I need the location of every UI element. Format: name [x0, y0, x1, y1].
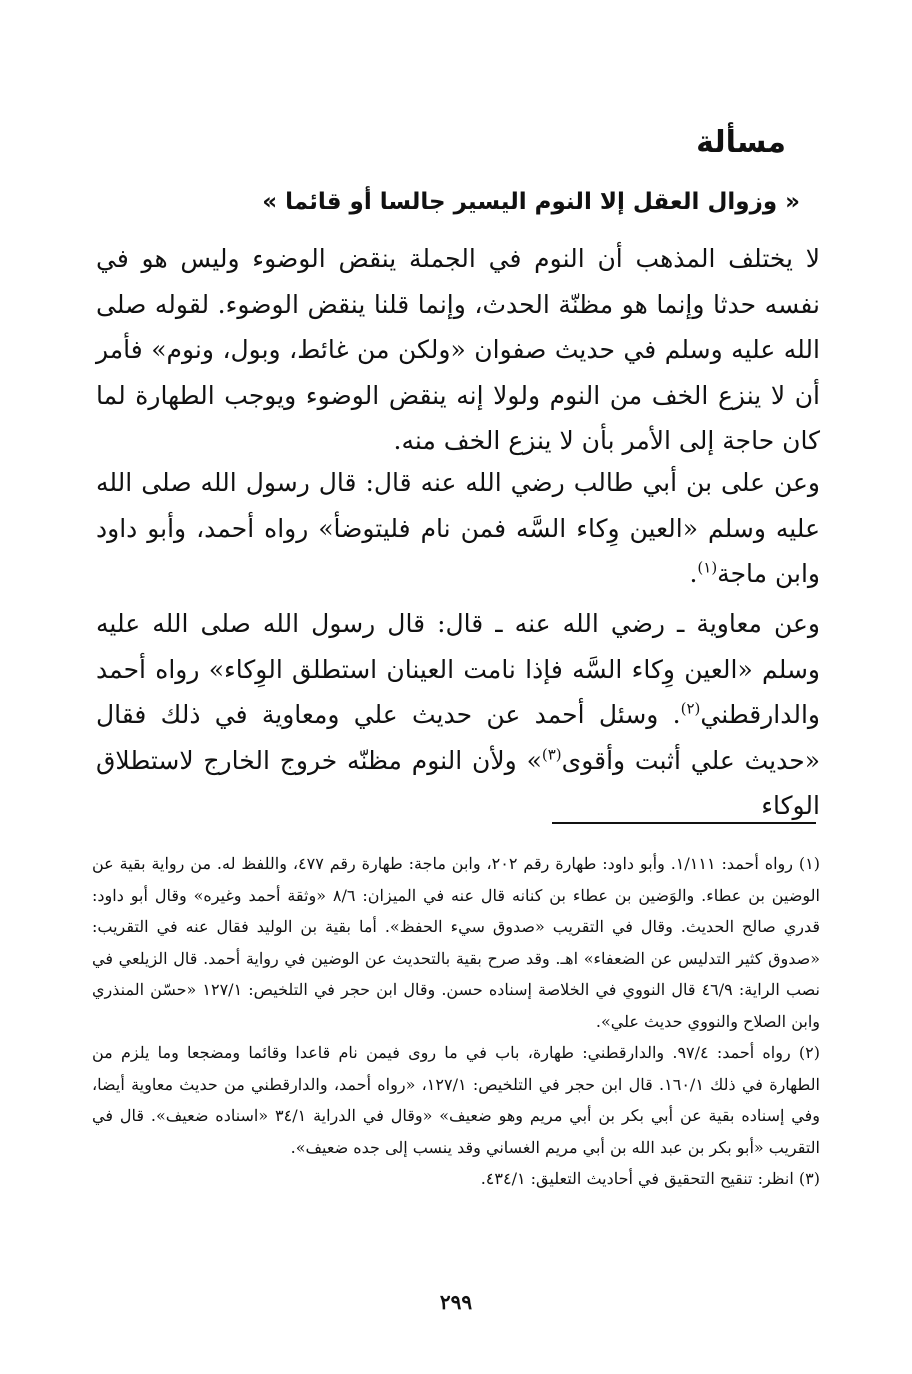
page-number: ٢٩٩ [439, 1290, 473, 1314]
paragraph-2-end: . [689, 559, 698, 588]
paragraph-3-text-a: وعن معاوية ـ رضي الله عنه ـ قال: قال رسول الله صلى الله عليه وسلم «العين وِكاء السَّه فإذا نامت العينان استطلق الوِكاء» رواه أحمد والدارقطني [96, 609, 820, 729]
footnote-3-text: انظر: تنقيح التحقيق في أحاديث التعليق: ٤٣٤/١. [480, 1169, 794, 1188]
footnote-ref-3: (٣) [541, 745, 562, 764]
paragraph-2-text: وعن على بن أبي طالب رضي الله عنه قال: قال رسول الله صلى الله عليه وسلم «العين وِكاء السَّه فمن نام فليتوضأ» رواه أحمد، وأبو داود وابن ماجة [96, 468, 820, 588]
footnotes [92, 848, 820, 1195]
footnote-1-text: رواه أحمد: ١/١١١. وأبو داود: طهارة رقم ٢٠٢، وابن ماجة: طهارة رقم ٤٧٧، واللفظ له. من رواية بقية عن الوضين بن عطاء. والوَضين بن عطاء بن كنانه قال عنه في الميزان: ٨/٦ «وثقة أحمد وغيره» وقال أبو داود: قدري صالح الحديث. وقال في التقريب «صدوق سيء الحفظ». أما بقية بن الوليد فقال عنه في التقريب: «صدوق كثير التدليس عن الضعفاء» اهـ. وقد صرح بقية بالتحديث عن الوضين في رواية أحمد. قال الزيلعي في نصب الراية: ٤٦/٩ قال النووي في الخلاصة إسناده حسن. وقال ابن حجر في التلخيص: ١٢٧/١ «حسّن المنذري وابن الصلاح والنووي حديث علي». [92, 854, 821, 1031]
paragraph-2 [96, 460, 820, 597]
footnote-2-number: (٢) [798, 1043, 821, 1062]
paragraph-3 [96, 601, 820, 829]
footnote-1 [92, 848, 820, 1037]
section-heading: مسألة [696, 125, 786, 160]
footnote-1-number: (١) [798, 854, 820, 873]
section-subtitle: « وزوال العقل إلا النوم اليسير جالسا أو قائما » [262, 189, 800, 215]
footnote-3-number: (٣) [798, 1169, 820, 1188]
footnote-3 [92, 1163, 820, 1195]
paragraph-3-text-b: . وسئل أحمد عن حديث علي ومعاوية في ذلك فقال «حديث علي أثبت وأقوى [96, 700, 820, 775]
footnote-2 [92, 1037, 820, 1163]
footnote-2-text: رواه أحمد: ٩٧/٤. والدارقطني: طهارة، باب في ما روى فيمن نام قاعدا وقائما ومضجعا وما يلزم من الطهارة في ذلك ١٦٠/١. قال ابن حجر في التلخيص: ١٢٧/١، «رواه أحمد، والدارقطني من حديث معاوية أيضا، وفي إسناده بقية عن أبي بكر بن أبي مريم وهو ضعيف» «وقال في الدراية ٣٤/١ «اسناده ضعيف». قال في التقريب «أبو بكر بن عبد الله بن أبي مريم الغساني وقد ينسب إلى جده ضعيف». [92, 1043, 820, 1157]
footnote-ref-1: (١) [697, 558, 718, 577]
paragraph-1: لا يختلف المذهب أن النوم في الجملة ينقض الوضوء وليس هو في نفسه حدثا وإنما هو مظنّة الحدث، وإنما قلنا ينقض الوضوء. لقوله صلى الله عليه وسلم في حديث صفوان «ولكن من غائط، وبول، ونوم» فأمر أن لا ينزع الخف من النوم ولولا إنه ينقض الوضوء ويوجب الطهارة لما كان حاجة إلى الأمر بأن لا ينزع الخف منه. [96, 244, 820, 455]
footnote-divider [552, 822, 816, 824]
footnote-ref-2: (٢) [680, 699, 701, 718]
paragraph-3-text-c: » ولأن النوم مظنّه خروج الخارج لاستطلاق الوكاء [96, 745, 820, 820]
